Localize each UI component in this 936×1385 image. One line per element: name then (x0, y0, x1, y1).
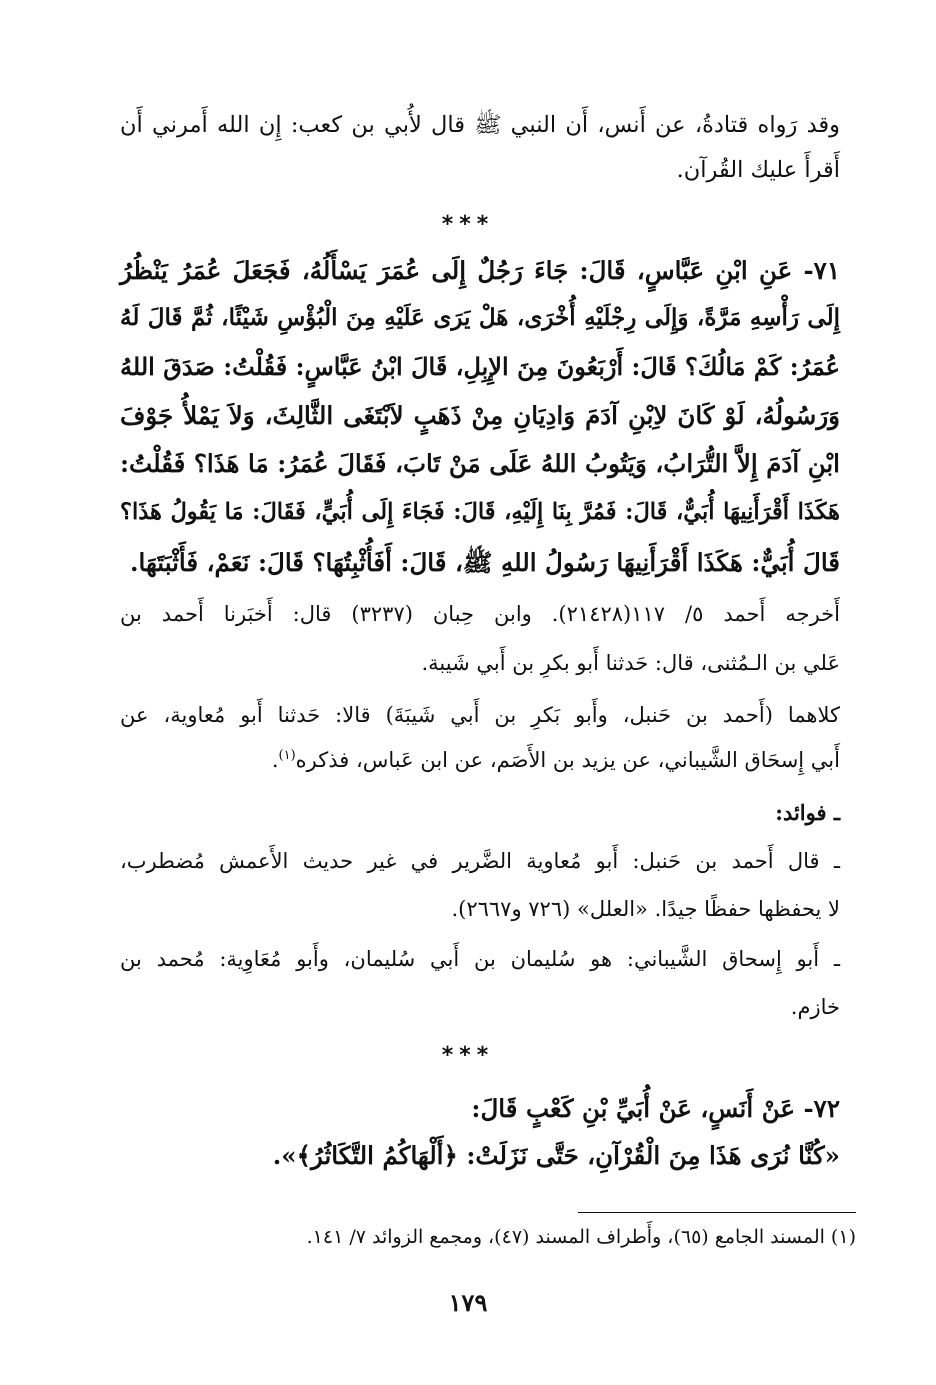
hadith-71-line: هَكَذَا أَقْرَأَنِيهَا أُبَيٌّ، قَالَ: فَمُرَّ بِنَا إِلَيْهِ، قَالَ: فَجَاءَ إِلَى أُبَيٍّ، فَقَالَ: مَا يَقُولُ هَذَا؟ (120, 499, 840, 525)
takhrij-p2-line-2 (120, 748, 840, 772)
footnote: (١) المسند الجامع (٦٥)، وأَطراف المسند (٤٧)، ومجمع الزوائد ٧/ ١٤١. (306, 1226, 856, 1248)
fawaid-item-1-line-2: لا يحفظها حفظًا جيدًا. «العلل» (٧٢٦ و٢٦٦٧). (451, 897, 840, 921)
hadith-71-line: إِلَى رَأْسِهِ مَرَّةً، وَإِلَى رِجْلَيْهِ أُخْرَى، هَلْ يَرَى عَلَيْهِ مِنَ الْبُؤْسِ شَيْئًا، ثُمَّ قَالَ لَهُ (120, 304, 840, 331)
takhrij-p1-line-2: عَلي بن الـمُثنى، قال: حَدثنا أَبو بكرِ بن أَبي شَيبة. (421, 651, 840, 675)
section-separator: *** (441, 1043, 495, 1068)
intro-line-2: أَقرأَ عليك القُرآن. (676, 157, 840, 183)
takhrij-p1-line-1: أَخرجه أَحمد ٥/ ١١٧(٢١٤٢٨). وابن حِبان (٣٢٣٧) قال: أَخبَرنا أَحمد بن (120, 602, 840, 626)
hadith-71-line: عُمَرُ: كَمْ مَالُكَ؟ قَالَ: أَرْبَعُونَ مِنَ الإِبِلِ، قَالَ ابْنُ عَبَّاسٍ: فَقُلْتُ: صَدَقَ اللهُ (120, 352, 840, 381)
hadith-71-line: ٧١- عَنِ ابْنِ عَبَّاسٍ، قَالَ: جَاءَ رَجُلٌ إِلَى عُمَرَ يَسْأَلُهُ، فَجَعَلَ عُمَرُ يَنْظُرُ (120, 256, 840, 285)
fawaid-item-1-line-1: ـ قال أَحمد بن حَنبل: أَبو مُعاوية الضَّرير في غير حديث الأَعمش مُضطرب، (120, 849, 840, 873)
section-separator: *** (441, 212, 495, 237)
takhrij-p2-line-1: كلاهما (أَحمد بن حَنبل، وأَبو بَكرِ بن أَبي شَيبَةَ) قالا: حَدثنا أَبو مُعاوية، عن (120, 703, 840, 727)
hadith-71-line: قَالَ أُبَيٌّ: هَكَذَا أَقْرَأَنِيهَا رَسُولُ اللهِ ﷺ، قَالَ: أَفَأُثْبِتُهَا؟ قَالَ: نَعَمْ، فَأَثْبَتَهَا. (130, 548, 840, 577)
fawaid-heading: ـ فوائد: (775, 800, 840, 825)
takhrij-p2-text: أَبي إِسحَاق الشَّيباني، عن يزيد بن الأَصَم، عن ابن عَباس، فذكره (295, 748, 840, 772)
takhrij-p2-end: . (271, 748, 279, 772)
intro-line-1: وقد رَواه قتادةُ، عن أَنس، أَن النبي ﷺ قال لأُبي بن كعب: إِن الله أَمرني أَن (120, 112, 840, 138)
hadith-71-line: وَرَسُولُهُ، لَوْ كَانَ لاِبْنِ آدَمَ وَادِيَانِ مِنْ ذَهَبٍ لاَبْتَغَى الثَّالِثَ، وَلاَ يَمْلأُ جَوْفَ (120, 401, 840, 430)
hadith-72-line-2: «كُنَّا نُرَى هَذَا مِنَ الْقُرْآنِ، حَتَّى نَزَلَتْ: ﴿أَلْهَاكُمُ التَّكَاثُرُ﴾». (272, 1141, 840, 1170)
fawaid-item-2-line-1: ـ أَبو إِسحاق الشَّيباني: هو سُليمان بن أَبي سُليمان، وأَبو مُعَاوِية: مُحمد بن (120, 947, 840, 971)
footnote-ref: (١) (278, 748, 296, 763)
hadith-71-line: ابْنِ آدَمَ إِلاَّ التُّرَابُ، وَيَتُوبُ اللهُ عَلَى مَنْ تَابَ، فَقَالَ عُمَرُ: مَا هَذَا؟ فَقُلْتُ: (120, 449, 840, 478)
hadith-72-line-1: ٧٢- عَنْ أَنَسٍ، عَنْ أُبَيِّ بْنِ كَعْبٍ قَالَ: (471, 1094, 840, 1123)
footnote-rule (578, 1212, 856, 1213)
fawaid-item-2-line-2: خازم. (790, 995, 840, 1019)
page-number: ١٧٩ (448, 1288, 488, 1317)
